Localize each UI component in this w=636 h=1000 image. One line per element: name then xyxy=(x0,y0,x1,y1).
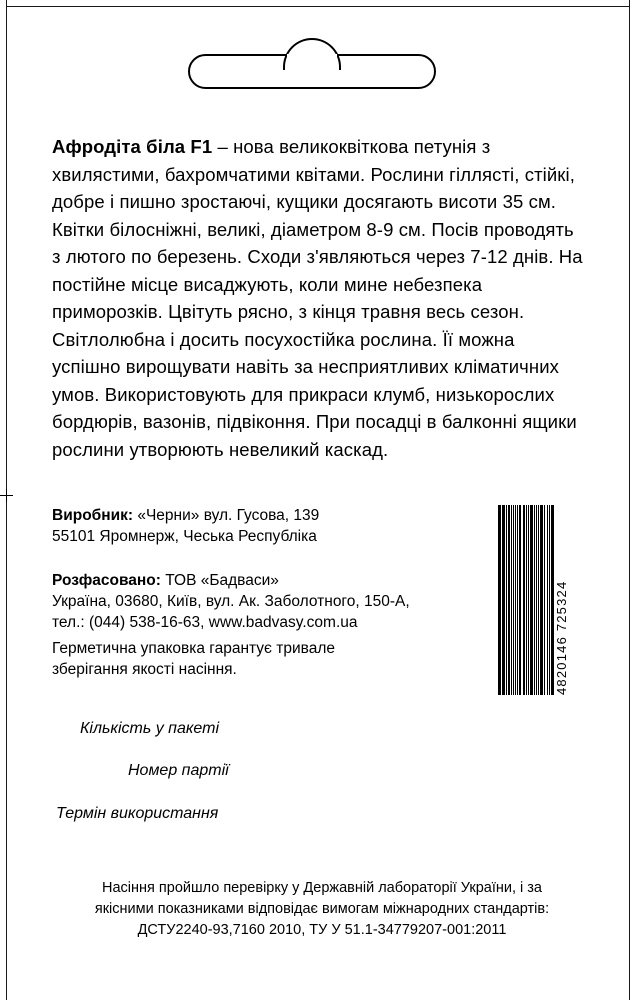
packer-name: ТОВ «Бадваси» xyxy=(160,572,279,589)
field-expiry-label: Термін використання xyxy=(56,805,219,822)
packet-edge-right xyxy=(629,0,630,1000)
packet-edge-top xyxy=(6,6,630,7)
packer-block xyxy=(52,570,482,633)
producer-line-1 xyxy=(52,505,472,526)
euro-hang-notch-mask xyxy=(287,54,337,62)
barcode-bars xyxy=(498,505,554,695)
field-quantity-label: Кількість у пакеті xyxy=(80,720,220,737)
producer-block xyxy=(52,505,472,547)
packer-address: Україна, 03680, Київ, вул. Ак. Заболотного, 150-А, xyxy=(52,593,410,610)
storage-note-line-2: зберігання якості насіння. xyxy=(52,661,237,678)
registration-mark-icon xyxy=(0,489,13,502)
variety-title: Афродіта біла F1 xyxy=(52,136,213,157)
certification-line-2: якісними показниками відповідає вимогам міжнародних стандартів: xyxy=(94,901,550,917)
field-lot-label: Номер партії xyxy=(128,762,229,779)
variety-description xyxy=(52,133,584,463)
packer-contacts: тел.: (044) 538-16-63, www.badvasy.com.ua xyxy=(52,614,358,631)
packer-label: Розфасовано: xyxy=(52,572,161,589)
certification-line-3: ДСТУ2240-93,7160 2010, ТУ У 51.1-34779207-001:2011 xyxy=(137,922,507,938)
barcode xyxy=(498,505,570,695)
storage-note xyxy=(52,638,482,680)
variety-description-text: – нова великоквіткова петунія з хвилястими, бахромчатими квітами. Рослини гіллясті, стійкі, добре і пишно зростаючі, кущики досягають висоти 35 см. Квітки білосніжні, великі, діаметром 8-9 см. Посів проводять з лютого по березень. Сходи з'являються через 7-12 днів. На постійне місце висаджують, коли мине небезпека приморозків. Цвітуть рясно, з кінця травня весь сезон. Світлолюбна і досить посухостійка рослина. Її можна успішно вирощувати навіть за несприятливих кліматичних умов. Використовують для прикраси клумб, низькорослих бордюрів, вазонів, підвіконня. При посадці в балконні ящики рослини утворюють невеликий каскад. xyxy=(52,136,583,460)
certification-block xyxy=(52,878,592,941)
producer-address-1: «Черни» вул. Гусова, 139 xyxy=(133,507,320,524)
producer-label: Виробник: xyxy=(52,507,134,524)
barcode-number: 4820146 725324 xyxy=(554,580,569,695)
certification-line-1: Насіння пройшло перевірку у Державній лабораторії України, і за xyxy=(102,880,542,896)
packer-line-1 xyxy=(52,570,482,591)
producer-address-2: 55101 Яромнерж, Чеська Республіка xyxy=(52,528,317,545)
storage-note-line-1: Герметична упаковка гарантує тривале xyxy=(52,640,335,657)
